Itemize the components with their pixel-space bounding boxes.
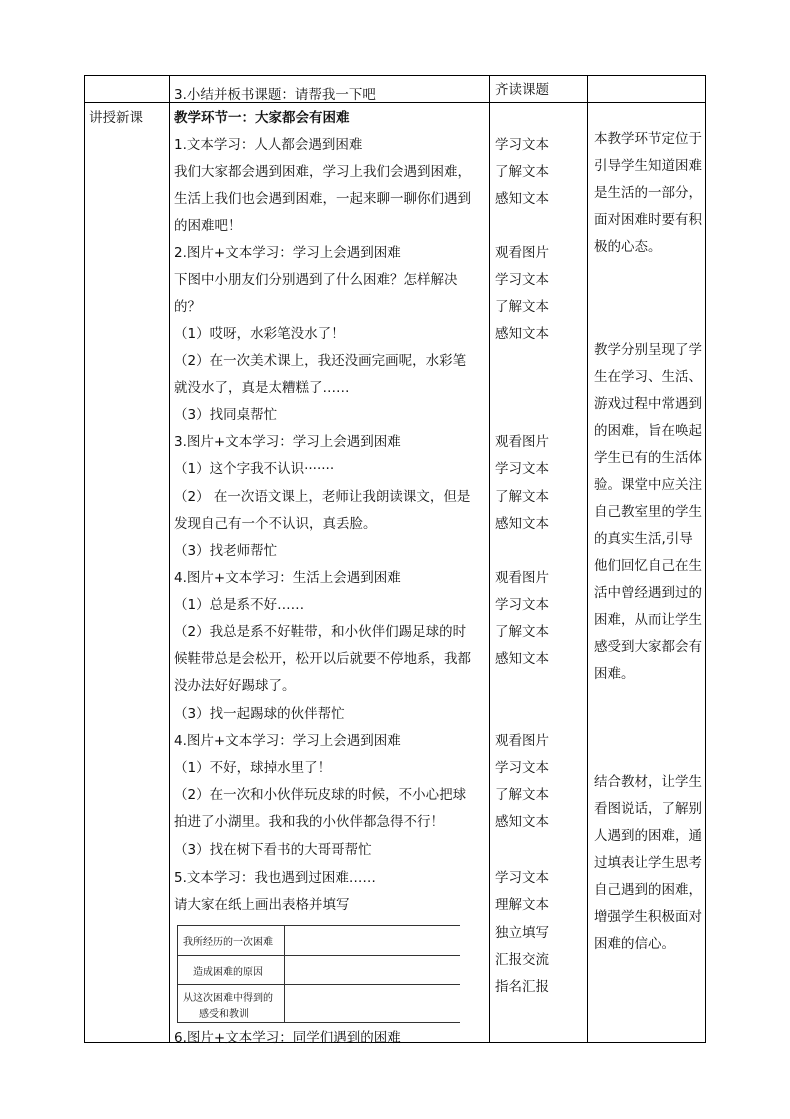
activity-item: 感知文本 <box>495 326 549 342</box>
content-line: （3）找老师帮忙 <box>174 543 278 559</box>
content-line: 没办法好好踢球了。 <box>174 678 296 694</box>
design-note: 本教学环节定位于引导学生知道困难是生活的一部分，面对困难时要有积极的心态。 <box>594 131 702 255</box>
activity-item: 了解文本 <box>495 624 549 640</box>
activity-item: 了解文本 <box>495 299 549 315</box>
form-row-label: 造成困难的原因 <box>193 967 263 978</box>
activity-item: 学习文本 <box>495 597 549 613</box>
form-row-label: 感受和教训 <box>199 1009 249 1020</box>
activity-item: 理解文本 <box>495 897 549 913</box>
content-line: 下图中小朋友们分别遇到了什么困难？怎样解决 <box>174 272 458 288</box>
table-border-right <box>705 75 706 1043</box>
activity-item: 学习文本 <box>495 461 549 477</box>
content-line: （1）不好，球掉水里了！ <box>174 760 332 776</box>
activity-item: 指名汇报 <box>495 979 549 995</box>
activity-item: 感知文本 <box>495 516 549 532</box>
section-title: 教学环节一：大家都会有困难 <box>174 110 350 126</box>
section-label: 讲授新课 <box>89 110 143 126</box>
activity-item: 感知文本 <box>495 191 549 207</box>
activity-item: 感知文本 <box>495 651 549 667</box>
activity-item: 独立填写 <box>495 925 549 941</box>
content-line: （3）找一起踢球的伙伴帮忙 <box>174 706 345 722</box>
fill-in-table <box>177 925 460 1023</box>
content-line: 4.图片+文本学习：学习上会遇到困难 <box>174 733 401 749</box>
content-line: （2）在一次美术课上，我还没画完画呢，水彩笔 <box>174 353 467 369</box>
activity-item: 学习文本 <box>495 870 549 886</box>
content-line: （2） 在一次语文课上，老师让我朗读课文，但是 <box>174 489 471 505</box>
activity-item: 了解文本 <box>495 787 549 803</box>
activity-item: 学习文本 <box>495 760 549 776</box>
table-border-left <box>84 75 85 1043</box>
activity-item: 观看图片 <box>495 733 549 749</box>
content-line: 4.图片+文本学习：生活上会遇到困难 <box>174 570 401 586</box>
content-line: 5.文本学习：我也遇到过困难…… <box>174 870 376 886</box>
header-row-activity: 齐读课题 <box>495 82 549 98</box>
content-line: （2）在一次和小伙伴玩皮球的时候，不小心把球 <box>174 787 467 803</box>
content-line: 1.文本学习：人人都会遇到困难 <box>174 137 363 153</box>
activity-item: 观看图片 <box>495 245 549 261</box>
activity-item: 学习文本 <box>495 137 549 153</box>
content-line: 候鞋带总是会松开，松开以后就要不停地系，我都 <box>174 651 471 667</box>
activity-item: 观看图片 <box>495 570 549 586</box>
content-line: 我们大家都会遇到困难，学习上我们会遇到困难， <box>174 164 471 180</box>
content-line: 3.图片+文本学习：学习上会遇到困难 <box>174 434 401 450</box>
activity-item: 感知文本 <box>495 814 549 830</box>
design-note: 教学分别呈现了学生在学习、生活、游戏过程中常遇到的困难，旨在唤起学生已有的生活体验。课堂中应关注自己教室里的学生的真实生活,引导他们回忆自己在生活中曾经遇到过的困难，从而让学生感受到大家都会有困难。 <box>594 342 702 682</box>
content-line: 6.图片+文本学习：同学们遇到的困难 <box>174 1030 401 1046</box>
activity-item: 学习文本 <box>495 272 549 288</box>
table-col-divider-3 <box>587 75 588 1043</box>
content-line: （1）哎呀，水彩笔没水了！ <box>174 326 345 342</box>
content-line: （3）找在树下看书的大哥哥帮忙 <box>174 842 372 858</box>
activity-item: 汇报交流 <box>495 952 549 968</box>
design-note: 结合教材，让学生看图说话，了解别人遇到的困难，通过填表让学生思考自己遇到的困难，增强学生积极面对困难的信心。 <box>594 774 702 952</box>
table-border-top <box>84 75 705 76</box>
activity-item: 了解文本 <box>495 489 549 505</box>
content-line: 发现自己有一个不认识，真丢脸。 <box>174 516 377 532</box>
activity-item: 观看图片 <box>495 434 549 450</box>
activity-item: 了解文本 <box>495 164 549 180</box>
content-line: 生活上我们也会遇到困难，一起来聊一聊你们遇到 <box>174 191 471 207</box>
table-col-divider-2 <box>489 75 490 1043</box>
header-row-content: 3.小结并板书课题：请帮我一下吧 <box>174 87 376 103</box>
content-line: 2.图片+文本学习：学习上会遇到困难 <box>174 245 401 261</box>
content-line: （1）总是系不好…… <box>174 597 305 613</box>
content-line: 的困难吧！ <box>174 218 242 234</box>
content-line: 请大家在纸上画出表格并填写 <box>174 897 350 913</box>
content-line: 拍进了小湖里。我和我的小伙伴都急得不行！ <box>174 814 444 830</box>
form-row-label: 从这次困难中得到的 <box>183 993 273 1004</box>
form-row-label: 我所经历的一次困难 <box>183 937 273 948</box>
content-line: （1）这个字我不认识······· <box>174 461 335 477</box>
content-line: 就没水了，真是太糟糕了…… <box>174 380 350 396</box>
content-line: （3）找同桌帮忙 <box>174 407 278 423</box>
content-line: （2）我总是系不好鞋带，和小伙伴们踢足球的时 <box>174 624 467 640</box>
table-col-divider-1 <box>169 75 170 1043</box>
content-line: 的？ <box>174 299 201 315</box>
